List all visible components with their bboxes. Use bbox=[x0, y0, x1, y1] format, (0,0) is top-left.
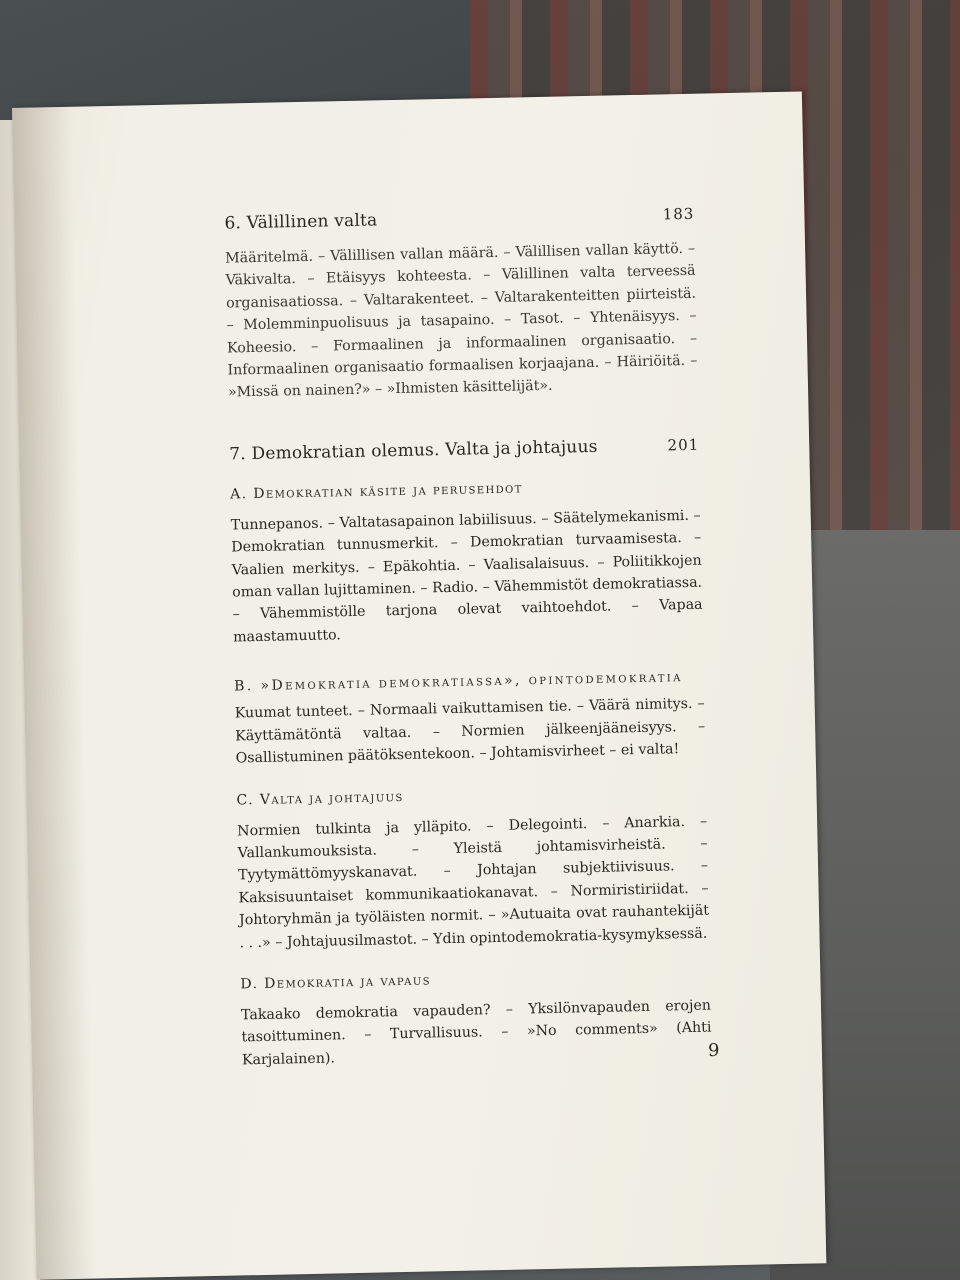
chapter-6-page: 183 bbox=[662, 204, 695, 224]
page-number: 9 bbox=[708, 1040, 720, 1061]
section-a-text: Tunnepanos. – Valtatasapainon labiilisuus. – Säätelymekanismi. – Demokratian tunnusmerkit. – Demokratian turvaamisesta. – Vaalien merkitys. – Epäkohtia. – Vaalisalaisuus. – Poliitikkojen oman vallan lujittaminen. – Radio. – Vähemmistöt demokratiassa. – Vähemmistölle tarjona olevat vaihtoehdot. – Vapaa maastamuutto. bbox=[230, 507, 703, 646]
chapter-6 bbox=[224, 204, 698, 405]
section-b-text: Kuumat tunteet. – Normaali vaikuttamisen tie. – Väärä nimitys. – Käyttämätöntä valtaa. – Normien jälkeenjääneisyys. – Osallistuminen päätöksentekoon. – Johtamisvirheet – ei valta! bbox=[234, 695, 706, 767]
section-d-title: D. Demokratia ja vapaus bbox=[240, 972, 432, 993]
chapter-heading-row bbox=[229, 435, 699, 465]
section-c-title: C. Valta ja johtajuus bbox=[236, 788, 404, 808]
chapter-6-heading: 6. Välillinen valta bbox=[224, 210, 378, 234]
section-c-text: Normien tulkinta ja ylläpito. – Delegointi. – Anarkia. – Vallankumouksista. – Yleistä johtamisvirheistä. – Tyytymättömyyskanavat. – Johtajan subjektiivisuus. – Kaksisuuntaiset kommunikaatiokanavat. – Normiristiriidat. – Johtoryhmän ja työläisten normit. – »Autuaita ovat rauhantekijät . . .» – Johtajuusilmastot. – Ydin opintodemokratia-kysymyksessä. bbox=[237, 813, 710, 951]
chapter-heading-row bbox=[224, 204, 694, 234]
book-page bbox=[12, 91, 826, 1279]
section-b-title: B. »Demokratia demokratiassa», opintodemokratia bbox=[234, 669, 683, 695]
chapter-7 bbox=[229, 435, 712, 1072]
chapter-7-heading: 7. Demokratian olemus. Valta ja johtajuus bbox=[229, 436, 598, 465]
section-d-text: Takaako demokratia vapauden? – Yksilönvapauden erojen tasoittuminen. – Turvallisuus. – »No comments» (Ahti Karjalainen). bbox=[240, 997, 712, 1069]
chapter-6-summary: Määritelmä. – Välillisen vallan määrä. – Välillisen vallan käyttö. – Väkivalta. – Etäisyys kohteesta. – Välillinen valta terveessä organisaatiossa. – Valtarakenteet. – Valtarakenteitten piirteistä. – Molemminpuolisuus ja tasapaino. – Tasot. – Yhtenäisyys. – Koheesio. – Formaalinen ja informaalinen organisaatio. – Informaalinen organisaatio formaalisen korjaajana. – Häiriöitä. – »Missä on nainen?» – »Ihmisten käsittelijät». bbox=[225, 240, 698, 401]
chapter-7-page: 201 bbox=[667, 435, 700, 455]
section-a-title: A. Demokratian käsite ja perusehdot bbox=[229, 480, 523, 503]
table-of-contents bbox=[224, 204, 712, 1072]
